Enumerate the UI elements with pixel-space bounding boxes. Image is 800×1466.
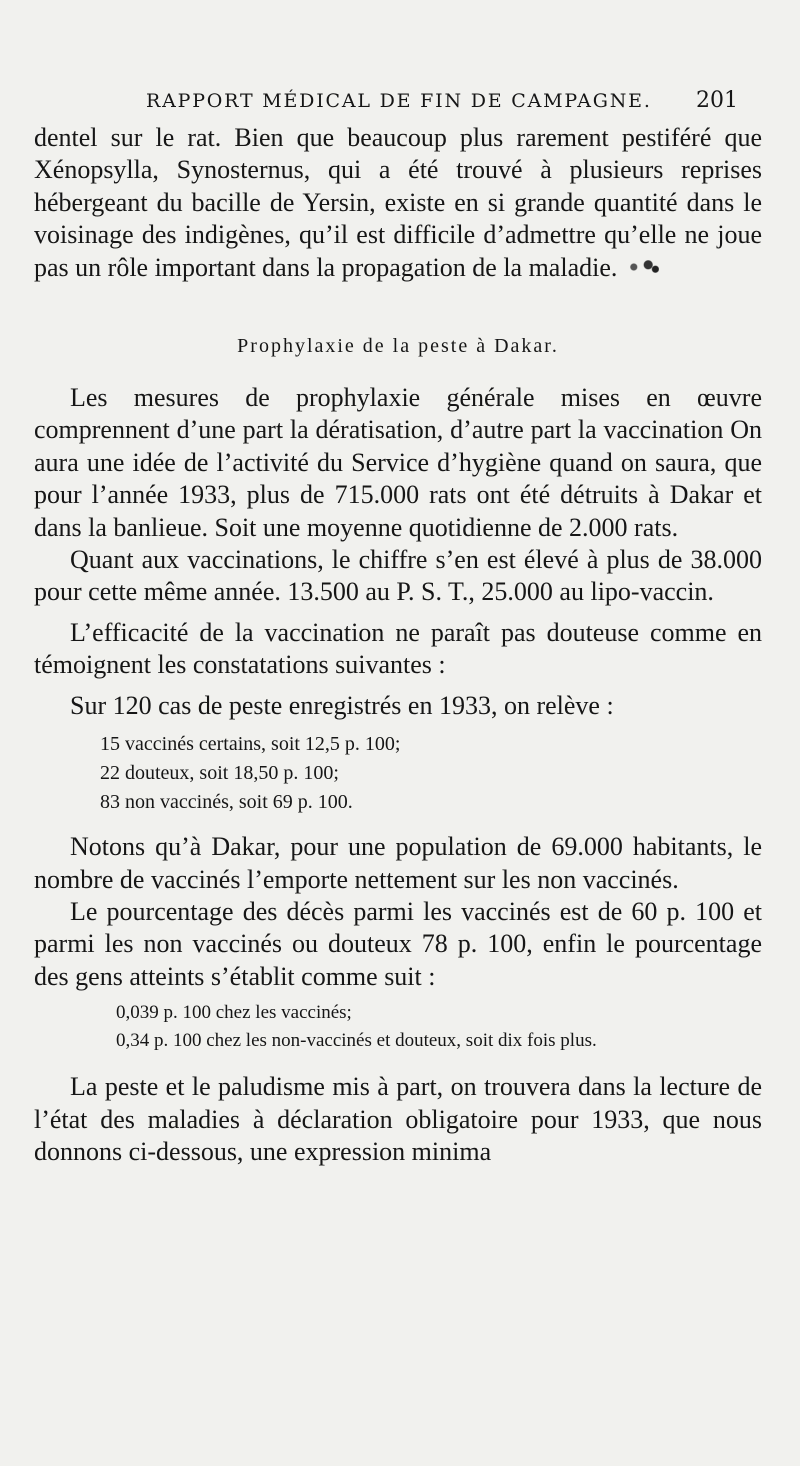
paragraph-pourcentage: Le pourcentage des décès parmi les vaccinés est de 60 p. 100 et parmi les non vaccinés ou douteux 78 p. 100, enfin le pourcentage des gens atteints s’établit comme suit : [34, 896, 762, 991]
cases-list [34, 730, 762, 817]
body-text [34, 122, 762, 1168]
percentages-list [34, 999, 762, 1055]
list-item: 83 non vaccinés, soit 69 p. 100. [100, 791, 353, 814]
list-item: 22 douteux, soit 18,50 p. 100; [100, 762, 339, 785]
paragraph-closing: La peste et le paludisme mis à part, on trouvera dans la lecture de l’état des maladies à déclaration obligatoire pour 1933, que nous donnons ci-dessous, une expression minima [34, 1072, 762, 1166]
list-item: 15 vaccinés certains, soit 12,5 p. 100; [100, 733, 401, 756]
list-item: 0,34 p. 100 chez les non-vaccinés et douteux, soit dix fois plus. [116, 1030, 597, 1052]
paragraph-prophylaxie: Les mesures de prophylaxie générale mises en œuvre comprennent d’une part la dératisation, d’autre part la vaccination On aura une idée de l’activité du Service d’hygiène quand on saura, que pour l’année 1933, plus de 715.000 rats ont été détruits à Dakar et dans la banlieue. Soit une moyenne quotidienne de 2.000 rats. [34, 383, 762, 542]
page-number: 201 [696, 88, 738, 113]
list-item: 0,039 p. 100 chez les vaccinés; [116, 1002, 352, 1024]
running-title: RAPPORT MÉDICAL DE FIN DE CAMPAGNE. [146, 90, 652, 112]
section-title: Prophylaxie de la peste à Dakar. [237, 335, 559, 358]
paragraph-vaccinations: Quant aux vaccinations, le chiffre s’en est élevé à plus de 38.000 pour cette même année. 13.500 au P. S. T., 25.000 au lipo-vaccin. [34, 545, 762, 607]
paragraph-population: Notons qu’à Dakar, pour une population de 69.000 habitants, le nombre de vaccinés l’emporte nettement sur les non vaccinés. [34, 832, 762, 894]
paragraph-cas-peste: Sur 120 cas de peste enregistrés en 1933, on relève : [70, 690, 614, 720]
paragraph-continuation: dentel sur le rat. Bien que beaucoup plus rarement pestiféré que Xénopsylla, Synosternus, qui a été trouvé à plusieurs reprises hébergeant du bacille de Yersin, existe en si grande quantité dans le voisinage des indigènes, qu’il est difficile d’admettre qu’elle ne joue pas un rôle important dans la propagation de la maladie. [34, 123, 762, 282]
ink-blot-mark [623, 256, 659, 278]
running-header [36, 88, 738, 118]
paragraph-efficacite: L’efficacité de la vaccination ne paraît pas douteuse comme en témoignent les constatations suivantes : [34, 617, 762, 680]
